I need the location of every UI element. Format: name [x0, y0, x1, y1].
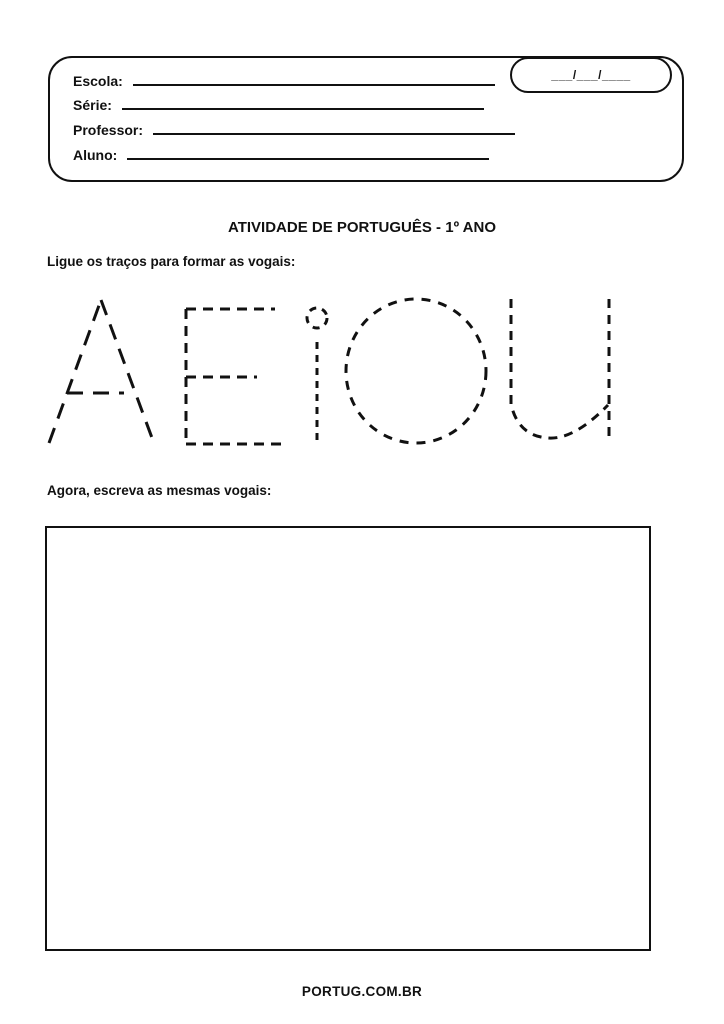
trace-instruction: Ligue os traços para formar as vogais:	[47, 254, 296, 269]
site-footer: PORTUG.COM.BR	[301, 984, 423, 999]
school-label: Escola:	[73, 73, 123, 89]
writing-area[interactable]	[45, 526, 651, 951]
write-instruction: Agora, escreva as mesmas vogais:	[47, 483, 272, 498]
traced-vowels	[0, 0, 724, 470]
traced-letter-o	[346, 299, 486, 443]
traced-letter-e	[186, 309, 283, 444]
traced-letter-i	[307, 308, 327, 446]
traced-letter-a	[49, 300, 155, 446]
grade-label: Série:	[73, 97, 112, 113]
student-label: Aluno:	[73, 147, 118, 163]
teacher-label: Professor:	[73, 122, 144, 138]
traced-letter-u	[511, 299, 609, 440]
date-placeholder: ___/___/____	[551, 68, 631, 82]
page-title: ATIVIDADE DE PORTUGUÊS - 1º ANO	[227, 219, 496, 236]
